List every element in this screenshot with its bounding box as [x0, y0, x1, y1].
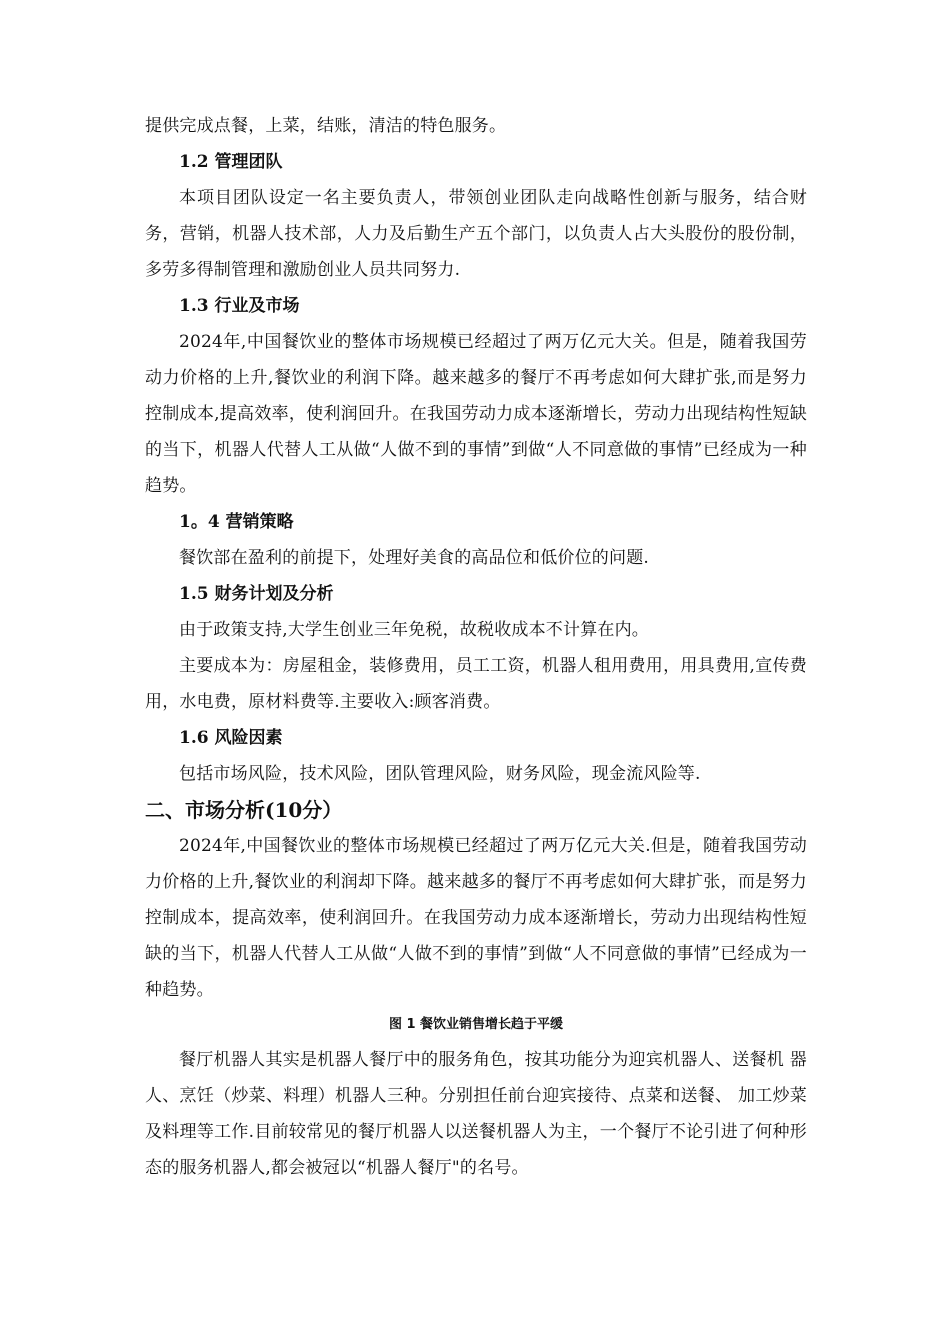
section-2-paragraph-1: 2024年,中国餐饮业的整体市场规模已经超过了两万亿元大关.但是，随着我国劳动力价格的上升,餐饮业的利润却下降。越来越多的餐厅不再考虑如何大肆扩张，而是努力控制成本，提高效率，使利润回升。在我国劳动力成本逐渐增长，劳动力出现结构性短缺的当下，机器人代替人工从做“人做不到的事情”到做“人不同意做的事情”已经成为一种趋势。: [145, 836, 807, 1000]
section-1-2-heading: 1.2 管理团队: [179, 152, 283, 172]
document-page: [145, 108, 807, 1186]
section-1-4-paragraph: 餐饮部在盈利的前提下，处理好美食的高品位和低价位的问题.: [179, 548, 650, 568]
section-2-heading: 二、市场分析(10分）: [145, 798, 343, 822]
section-1-4-heading: 1。4 营销策略: [179, 512, 294, 532]
section-1-6-paragraph: 包括市场风险，技术风险，团队管理风险，财务风险，现金流风险等.: [179, 764, 701, 784]
section-1-5-paragraph-2: 主要成本为：房屋租金，装修费用，员工工资，机器人租用费用，用具费用,宣传费用，水电费，原材料费等.主要收入:顾客消费。: [145, 656, 807, 712]
section-1-2-paragraph: 本项目团队设定一名主要负责人，带领创业团队走向战略性创新与服务，结合财务，营销，机器人技术部，人力及后勤生产五个部门，以负责人占大头股份的股份制，多劳多得制管理和激励创业人员共同努力.: [145, 188, 807, 280]
section-2-paragraph-2: 餐厅机器人其实是机器人餐厅中的服务角色，按其功能分为迎宾机器人、送餐机 器人、烹饪（炒菜、料理）机器人三种。分别担任前台迎宾接待、点菜和送餐、 加工炒菜及料理等工作.目前较常见的餐厅机器人以送餐机器人为主，一个餐厅不论引进了何种形态的服务机器人,都会被冠以“机器人餐厅"的名号。: [145, 1050, 807, 1178]
section-1-6-heading: 1.6 风险因素: [179, 728, 283, 748]
section-1-3-heading: 1.3 行业及市场: [179, 296, 300, 316]
section-1-3-paragraph: 2024年,中国餐饮业的整体市场规模已经超过了两万亿元大关。但是，随着我国劳动力价格的上升,餐饮业的利润下降。越来越多的餐厅不再考虑如何大肆扩张,而是努力控制成本,提高效率，使利润回升。在我国劳动力成本逐渐增长，劳动力出现结构性短缺的当下，机器人代替人工从做“人做不到的事情”到做“人不同意做的事情”已经成为一种趋势。: [145, 332, 807, 496]
section-1-5-paragraph-1: 由于政策支持,大学生创业三年免税，故税收成本不计算在内。: [179, 620, 650, 640]
intro-continuation-paragraph: 提供完成点餐，上菜，结账，清洁的特色服务。: [145, 116, 507, 136]
section-1-5-heading: 1.5 财务计划及分析: [179, 584, 334, 604]
figure-1-caption: 图 1 餐饮业销售增长趋于平缓: [388, 1017, 564, 1032]
